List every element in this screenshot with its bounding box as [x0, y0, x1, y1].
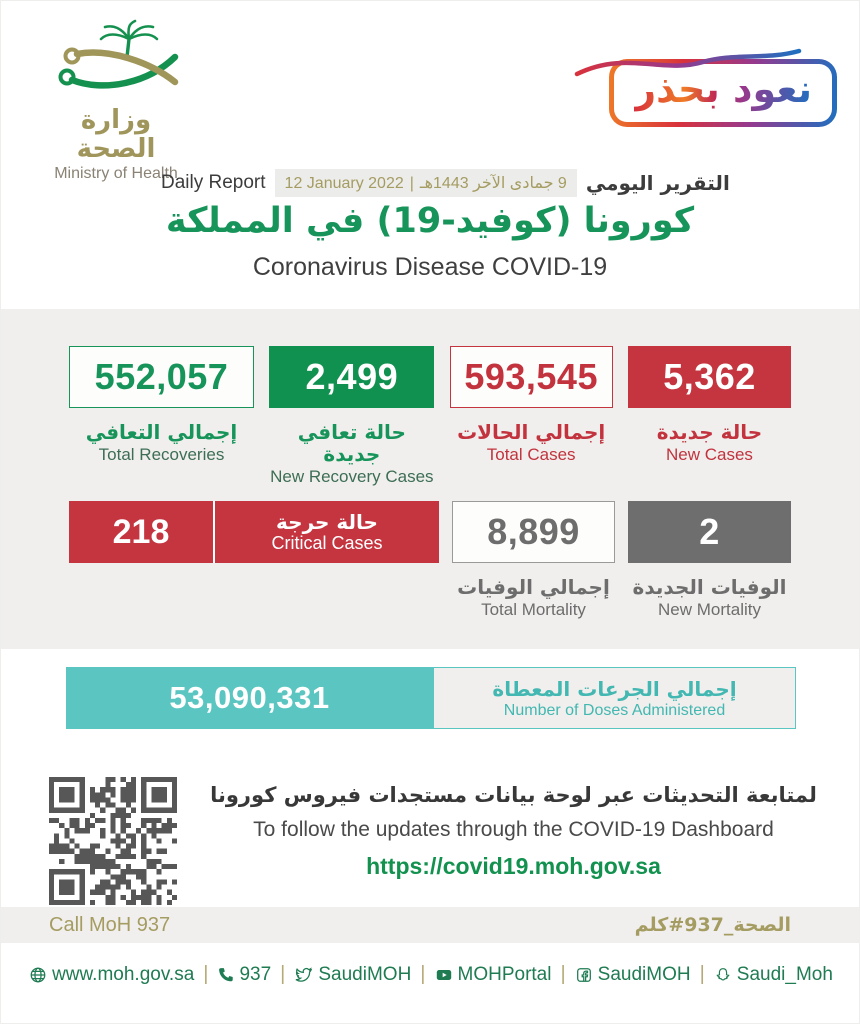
total-mortality-value: 8,899: [452, 501, 615, 563]
total-recoveries-label-ar: إجمالي التعافي: [85, 420, 238, 444]
doses-label-en: Number of Doses Administered: [503, 701, 726, 719]
footer-link-website[interactable]: [29, 964, 194, 986]
footer-link-twitter[interactable]: [294, 964, 411, 986]
moh-logo: [41, 17, 191, 183]
badge-slogan: نعود بحذر: [634, 67, 812, 111]
footer-label: SaudiMOH: [597, 963, 691, 985]
stat-new-mortality: [628, 501, 791, 620]
facebook-icon: [575, 966, 593, 984]
youtube-icon: [435, 966, 453, 984]
dashboard-url[interactable]: https://covid19.moh.gov.sa: [366, 853, 661, 879]
stat-total-recoveries: [69, 346, 254, 487]
date-separator: |: [409, 175, 414, 192]
total-mortality-label-en: Total Mortality: [481, 600, 586, 619]
call-moh-ar-word: كلم: [634, 914, 669, 936]
footer-label: Saudi_Moh: [736, 963, 833, 985]
stat-critical-cases: [69, 501, 439, 620]
page-title-arabic: كورونا (كوفيد-19) في المملكة: [165, 201, 695, 241]
dashboard-line-ar: لمتابعة التحديثات عبر لوحة بيانات مستجدات فيروس كورونا: [210, 783, 817, 807]
stat-new-cases: [628, 346, 791, 487]
report-date: [275, 169, 577, 197]
logo-english-name: Ministry of Health: [54, 165, 178, 183]
new-mortality-label-en: New Mortality: [658, 600, 761, 619]
footer-label: www.moh.gov.sa: [52, 963, 195, 985]
critical-cases-label-en: Critical Cases: [271, 532, 383, 553]
moh-emblem-icon: [51, 17, 181, 101]
new-recoveries-value: 2,499: [269, 346, 434, 408]
new-recoveries-label-en: New Recovery Cases: [270, 467, 434, 486]
new-cases-value: 5,362: [628, 346, 791, 408]
snapchat-icon: [714, 966, 732, 984]
total-cases-label-en: Total Cases: [486, 445, 576, 464]
social-footer: [1, 963, 860, 986]
new-mortality-label-ar: الوفيات الجديدة: [632, 575, 787, 599]
return-with-caution-badge: [609, 59, 837, 127]
daily-report-label-ar: التقرير اليومي: [585, 171, 730, 195]
call-moh-band: [1, 907, 860, 943]
footer-label: MOHPortal: [457, 963, 552, 985]
doses-administered-bar: [66, 667, 796, 729]
footer-separator: |: [699, 963, 705, 985]
dashboard-info: [196, 783, 831, 880]
total-recoveries-value: 552,057: [69, 346, 254, 408]
footer-separator: |: [280, 963, 286, 985]
footer-separator: |: [203, 963, 209, 985]
new-cases-label-en: New Cases: [666, 445, 753, 464]
footer-link-snapchat[interactable]: [714, 964, 833, 986]
new-mortality-value: 2: [628, 501, 791, 563]
critical-cases-label-ar: حالة حرجة: [276, 509, 378, 534]
date-hijri: 9 جمادى الآخر 1443هـ: [419, 175, 567, 192]
footer-link-phone[interactable]: [217, 964, 271, 986]
doses-label: [433, 667, 796, 729]
doses-label-ar: إجمالي الجرعات المعطاة: [492, 676, 737, 701]
dashboard-line-en: To follow the updates through the COVID-19 Dashboard: [253, 818, 774, 841]
new-recoveries-label-ar: حالة تعافي جديدة: [297, 420, 406, 466]
report-header-line: [161, 169, 730, 197]
stat-total-mortality: [452, 501, 615, 620]
date-gregorian: 12 January 2022: [284, 175, 404, 192]
globe-icon: [29, 966, 47, 984]
call-moh-hashtag: #الصحة_937: [668, 914, 791, 936]
footer-label: SaudiMOH: [318, 963, 412, 985]
critical-cases-value: 218: [69, 501, 215, 563]
daily-report-label-en: Daily Report: [161, 172, 266, 193]
stat-new-recoveries: [269, 346, 434, 487]
total-recoveries-label-en: Total Recoveries: [98, 445, 225, 464]
qr-code: [49, 777, 177, 905]
page-title-english: Coronavirus Disease COVID-19: [252, 253, 608, 281]
footer-separator: |: [420, 963, 426, 985]
footer-separator: |: [560, 963, 566, 985]
total-cases-value: 593,545: [450, 346, 613, 408]
statistics-band: [1, 309, 860, 649]
new-cases-label-ar: حالة جديدة: [656, 420, 763, 444]
stats-row-2: [69, 501, 791, 620]
doses-value: 53,090,331: [66, 667, 433, 729]
logo-arabic-name: وزارة الصحة: [76, 105, 156, 164]
call-moh-ar: [635, 914, 791, 936]
stat-total-cases: [450, 346, 613, 487]
footer-link-facebook[interactable]: [575, 964, 691, 986]
total-mortality-label-ar: إجمالي الوفيات: [457, 575, 610, 599]
footer-label: 937: [239, 963, 272, 985]
twitter-icon: [294, 965, 313, 984]
call-moh-en: Call MoH 937: [49, 913, 171, 936]
footer-link-youtube[interactable]: [435, 964, 552, 986]
total-cases-label-ar: إجمالي الحالات: [457, 420, 606, 444]
stats-row-1: [69, 346, 791, 487]
phone-icon: [217, 966, 234, 983]
